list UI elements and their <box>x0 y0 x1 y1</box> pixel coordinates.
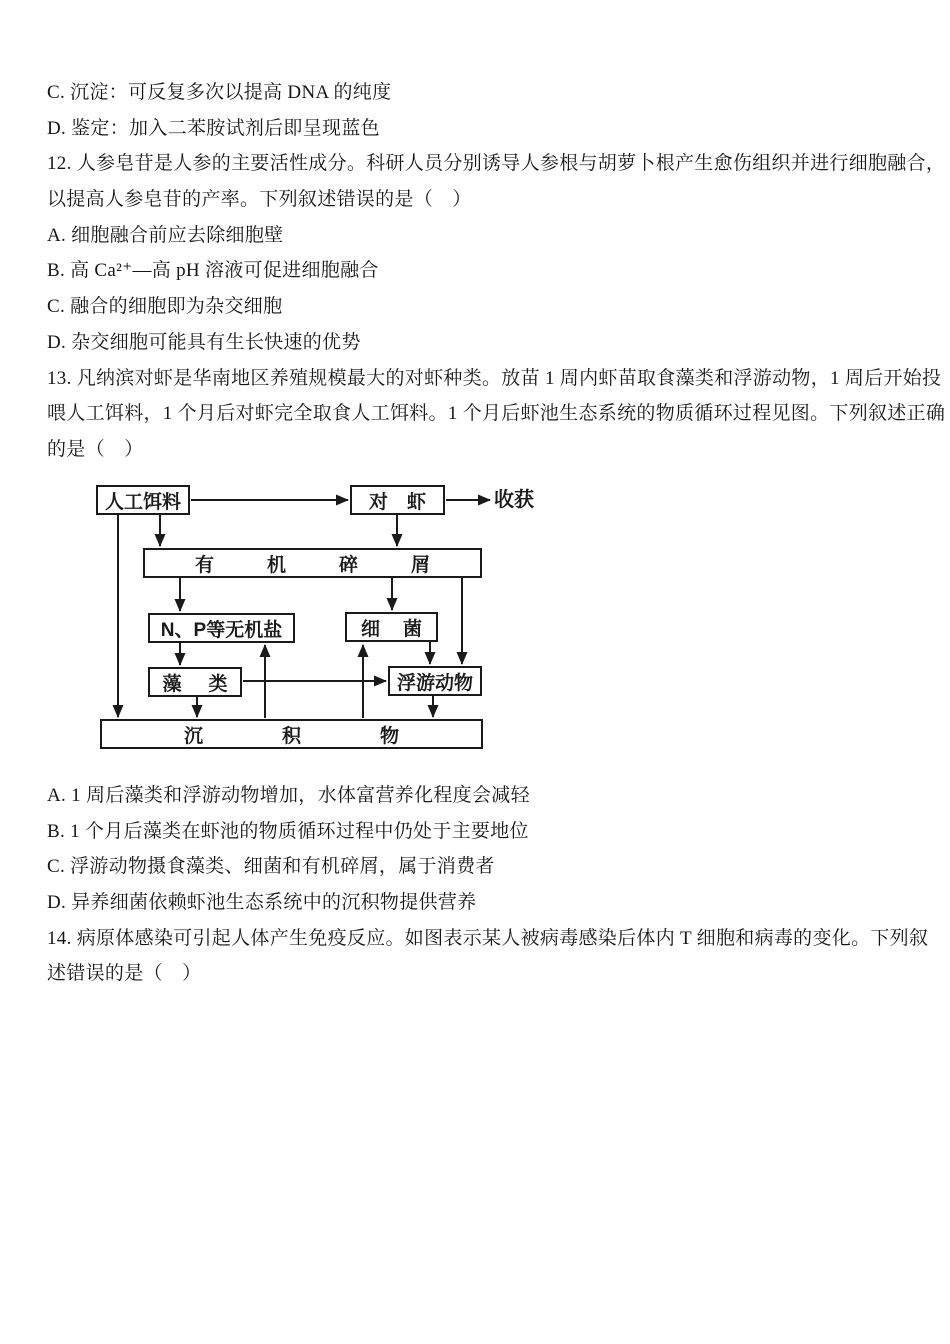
q12-option-a: A. 细胞融合前应去除细胞壁 <box>47 224 284 246</box>
q11-option-d: D. 鉴定：加入二苯胺试剂后即呈现蓝色 <box>47 117 380 139</box>
q11-option-c: C. 沉淀：可反复多次以提高 DNA 的纯度 <box>47 82 392 103</box>
diagram-node-bacteria: 细 菌 <box>345 612 438 642</box>
diagram-node-artificial-feed: 人工饵料 <box>96 485 190 515</box>
diagram-node-shrimp: 对 虾 <box>350 485 445 515</box>
upper-text-block <box>47 75 946 468</box>
q13-option-c: C. 浮游动物摄食藻类、细菌和有机碎屑，属于消费者 <box>47 856 495 878</box>
lower-text-block <box>47 778 929 992</box>
q13-stem-line-1: 13. 凡纳滨对虾是华南地区养殖规模最大的对虾种类。放苗 1 周内虾苗取食藻类和浮游动物，1 周后开始投 <box>47 367 942 389</box>
q14-stem-line-1: 14. 病原体感染可引起人体产生免疫反应。如图表示某人被病毒感染后体内 T 细胞和病毒的变化。下列叙 <box>47 927 929 949</box>
q13-material-cycle-diagram <box>0 470 950 760</box>
q14-stem-line-2: 述错误的是（ ） <box>47 963 202 985</box>
q13-option-a: A. 1 周后藻类和浮游动物增加，水体富营养化程度会减轻 <box>47 785 530 806</box>
q13-option-b: B. 1 个月后藻类在虾池的物质循环过程中仍处于主要地位 <box>47 820 529 842</box>
diagram-node-zooplankton: 浮游动物 <box>388 666 482 696</box>
q13-option-d: D. 异养细菌依赖虾池生态系统中的沉积物提供营养 <box>47 892 477 914</box>
diagram-node-sediment: 沉 积 物 <box>100 719 483 749</box>
q13-stem-line-2: 喂人工饵料，1 个月后对虾完全取食人工饵料。1 个月后虾池生态系统的物质循环过程见图。下列叙述正确 <box>47 403 946 425</box>
diagram-node-algae: 藻 类 <box>148 667 242 697</box>
q12-stem-line-2: 以提高人参皂苷的产率。下列叙述错误的是（ ） <box>47 189 472 211</box>
q13-stem-line-3: 的是（ ） <box>47 438 144 460</box>
diagram-node-organic-detritus: 有 机 碎 屑 <box>143 548 482 578</box>
diagram-label-harvest: 收获 <box>494 489 534 511</box>
q12-stem-line-1: 12. 人参皂苷是人参的主要活性成分。科研人员分别诱导人参根与胡萝卜根产生愈伤组织并进行细胞融合， <box>47 153 946 175</box>
q12-option-b: B. 高 Ca²⁺—高 pH 溶液可促进细胞融合 <box>47 260 379 282</box>
q12-option-c: C. 融合的细胞即为杂交细胞 <box>47 296 283 318</box>
q12-option-d: D. 杂交细胞可能具有生长快速的优势 <box>47 331 361 353</box>
diagram-node-inorganic-salts: N、P等无机盐 <box>148 613 295 643</box>
